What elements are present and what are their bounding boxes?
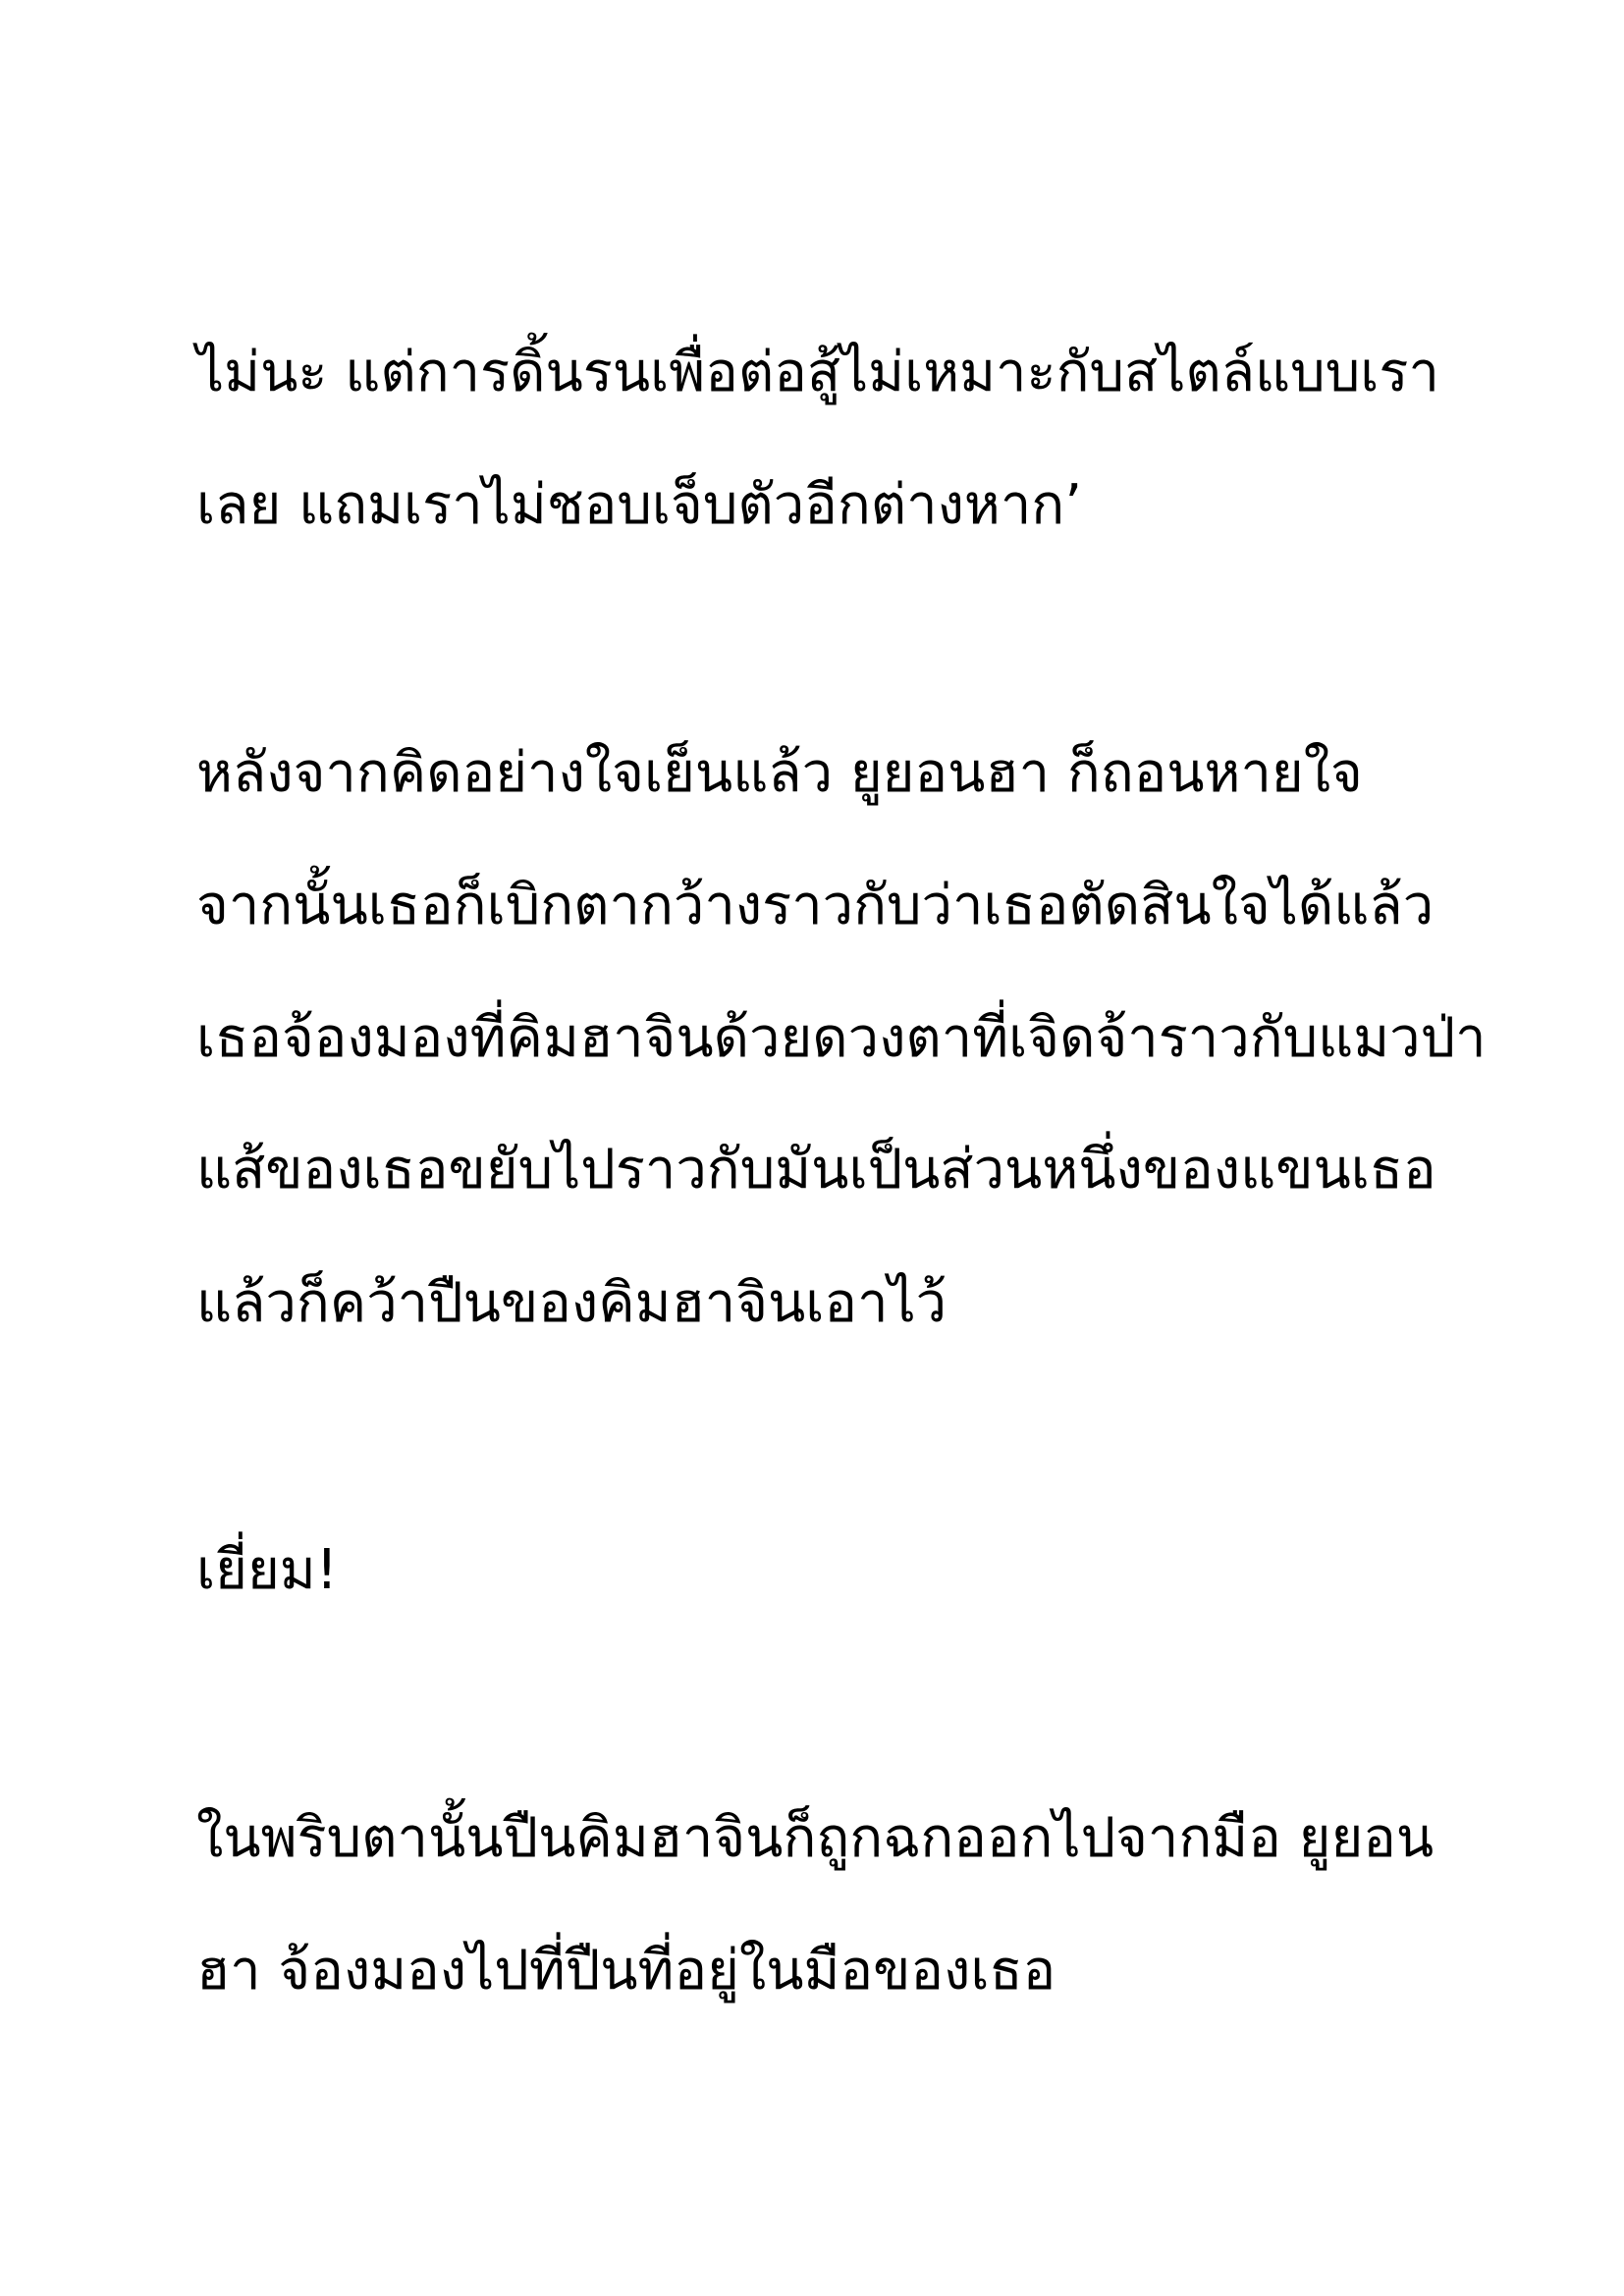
paragraph-2-line-2: จากนั้นเธอก็เบิกตากว้างราวกับว่าเธอตัดสินใจได้แล้ว xyxy=(196,874,1435,937)
paragraph-2-line-4: แส้ของเธอขยับไปราวกับมันเป็นส่วนหนึ่งของแขนเธอ xyxy=(196,1138,1436,1201)
paragraph-2-line-1: หลังจากคิดอย่างใจเย็นแล้ว ยูยอนฮา ก็ถอนหายใจ xyxy=(196,741,1363,805)
paragraph-1-line-1: ไม่นะ แต่การดิ้นรนเพื่อต่อสู้ไม่เหมาะกับสไตล์แบบเรา xyxy=(196,341,1439,404)
paragraph-2-line-5: แล้วก็คว้าปืนของคิมฮาจินเอาไว้ xyxy=(196,1271,947,1335)
paragraph-3-line-1: เยี่ยม! xyxy=(196,1538,339,1602)
paragraph-1-line-2: เลย แถมเราไม่ชอบเจ็บตัวอีกต่างหาก’ xyxy=(196,473,1082,537)
paragraph-4-line-2: ฮา จ้องมองไปที่ปืนที่อยู่ในมือของเธอ xyxy=(196,1939,1056,2002)
paragraph-4-line-1: ในพริบตานั้นปืนคิมฮาจินก็ถูกฉกออกไปจากมือ ยูยอน xyxy=(196,1806,1435,1870)
paragraph-2-line-3: เธอจ้องมองที่คิมฮาจินด้วยดวงตาที่เจิดจ้าราวกับแมวป่า xyxy=(196,1006,1487,1070)
